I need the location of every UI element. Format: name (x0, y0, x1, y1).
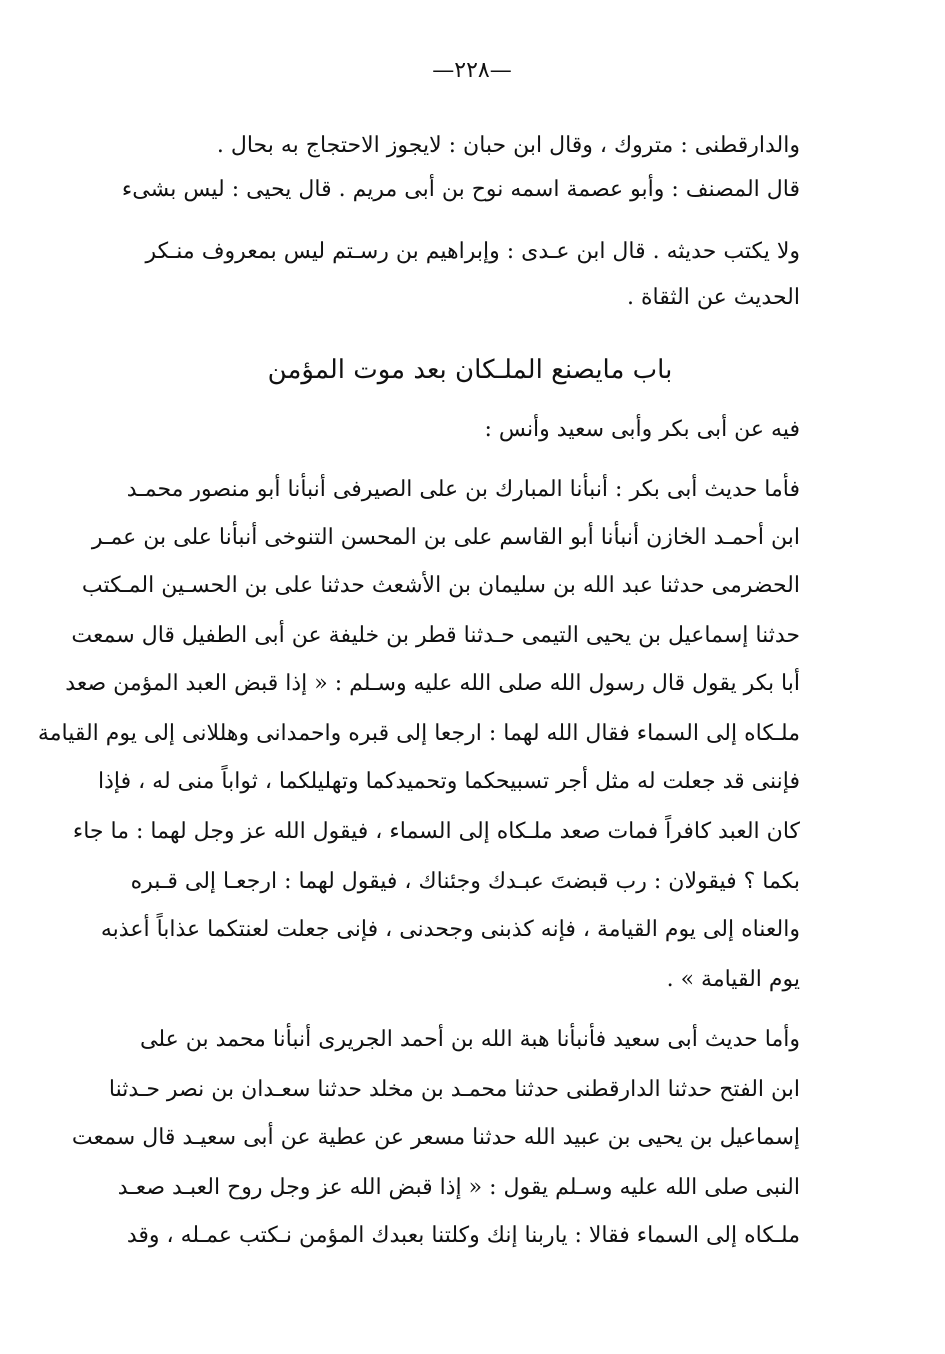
text-line: كان العبد كافراً فمات صعد ملـكاه إلى السماء ، فيقول الله عز وجل لهما : ما جاء (72, 819, 800, 844)
page-number: —٢٢٨— (432, 58, 512, 83)
text-line: بكما ؟ فيقولان : رب قبضتَ عبـدك وجئناك ، فيقول لهما : ارجعـا إلى قـبره (130, 869, 800, 894)
text-line: والدارقطنى : متروك ، وقال ابن حبان : لايجوز الاحتجاج به بحال . (216, 133, 800, 158)
text-line: ولا يكتب حديثه . قال ابن عـدى : وإبراهيم بن رسـتم ليس بمعروف منـكر (145, 239, 800, 264)
text-line: الحضرمى حدثنا عبد الله بن سليمان بن الأشعث حدثنا على بن الحسـين المـكتب (81, 573, 800, 598)
text-line: والعناه إلى يوم القيامة ، فإنه كذبنى وجحدنى ، فإنى جعلت لعنتكما عذاباً أعذبه (100, 917, 800, 942)
text-line: الحديث عن الثقاة . (627, 285, 800, 310)
text-line: يوم القيامة » . (666, 967, 800, 992)
text-line: ملـكاه إلى السماء فقال الله لهما : ارجعا إلى قبره واحمدانى وهللانى إلى يوم القيامة (37, 721, 800, 746)
text-line: ملـكاه إلى السماء فقالا : ياربنا إنك وكلتنا بعبدك المؤمن نـكتب عمـله ، وقد (126, 1223, 800, 1248)
text-line: فأما حديث أبى بكر : أنبأنا المبارك بن على الصيرفى أنبأنا أبو منصور محمـد (126, 477, 800, 502)
text-line: قال المصنف : وأبو عصمة اسمه نوح بن أبى مريم . قال يحيى : ليس بشىء (121, 177, 800, 202)
text-line: إسماعيل بن يحيى بن عبيد الله حدثنا مسعر عن عطية عن أبى سعيـد قال سمعت (71, 1125, 800, 1150)
text-line: النبى صلى الله عليه وسـلم يقول : « إذا قبض الله عز وجل روح العبـد صعـد (117, 1175, 800, 1200)
text-line: ابن أحمـد الخازن أنبأنا أبو القاسم على بن المحسن التنوخى أنبأنا على بن عمـر (91, 525, 800, 550)
text-line: فإننى قد جعلت له مثل أجر تسبيحكما وتحميدكما وتهليلكما ، ثواباً منى له ، فإذا (97, 769, 800, 794)
text-line: فيه عن أبى بكر وأبى سعيد وأنس : (484, 417, 800, 442)
text-line: حدثنا إسماعيل بن يحيى التيمى حـدثنا قطر بن خليفة عن أبى الطفيل قال سمعت (71, 623, 800, 648)
text-line: وأما حديث أبى سعيد فأنبأنا هبة الله بن أحمد الجريرى أنبأنا محمد بن على (139, 1027, 800, 1052)
text-line: ابن الفتح حدثنا الدارقطنى حدثنا محمـد بن مخلد حدثنا سعـدان بن نصر حـدثنا (108, 1077, 800, 1102)
text-line: أبا بكر يقول قال رسول الله صلى الله عليه وسـلم : « إذا قبض العبد المؤمن صعد (65, 671, 800, 696)
chapter-heading: باب مايصنع الملـكان بعد موت المؤمن (267, 355, 673, 385)
